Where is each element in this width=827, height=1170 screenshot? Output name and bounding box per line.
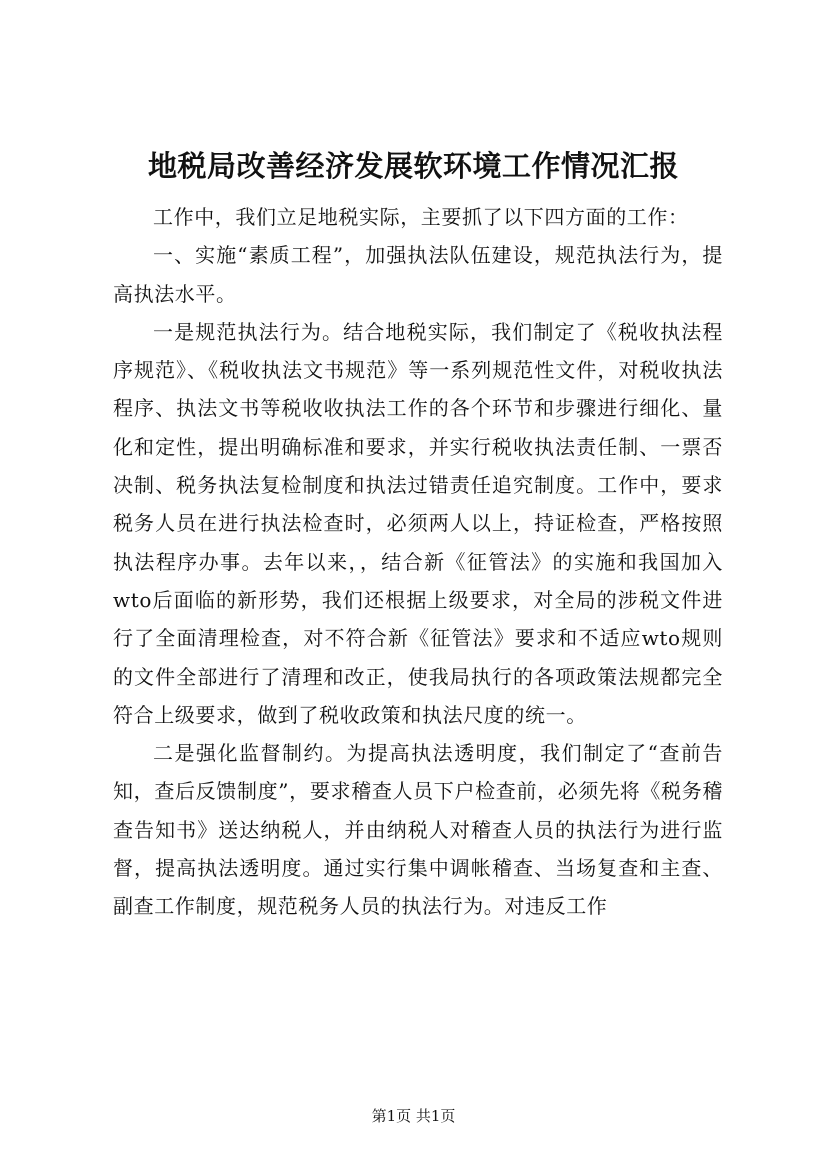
paragraph: 二是强化监督制约。为提高执法透明度，我们制定了“查前告知，查后反馈制度”，要求稽查人员下户检查前，必须先将《税务稽查告知书》送达纳税人，并由纳税人对稽查人员的执法行为进行监督，提高执法透明度。通过实行集中调帐稽查、当场复查和主查、副查工作制度，规范税务人员的执法行为。对违反工作 [113, 741, 723, 919]
paragraph: 一是规范执法行为。结合地税实际，我们制定了《税收执法程序规范》、《税收执法文书规范》等一系列规范性文件，对税收执法程序、执法文书等税收收执法工作的各个环节和步骤进行细化、量化和定性，提出明确标准和要求，并实行税收执法责任制、一票否决制、税务执法复检制度和执法过错责任追究制度。工作中，要求税务人员在进行执法检查时，必须两人以上，持证检查，严格按照执法程序办事。去年以来，，结合新《征管法》的实施和我国加入wto后面临的新形势，我们还根据上级要求，对全局的涉税文件进行了全面清理检查，对不符合新《征管法》要求和不适应wto规则的文件全部进行了清理和改正，使我局执行的各项政策法规都完全符合上级要求，做到了税收政策和执法尺度的统一。 [113, 319, 723, 727]
paragraph: 一、实施“素质工程”，加强执法队伍建设，规范执法行为，提高执法水平。 [113, 243, 723, 306]
document-body [113, 198, 723, 926]
page-number-footer: 第1页 共1页 [371, 1107, 456, 1125]
document-title: 地税局改善经济发展软环境工作情况汇报 [147, 149, 679, 183]
paragraph: 工作中，我们立足地税实际，主要抓了以下四方面的工作： [153, 205, 689, 229]
